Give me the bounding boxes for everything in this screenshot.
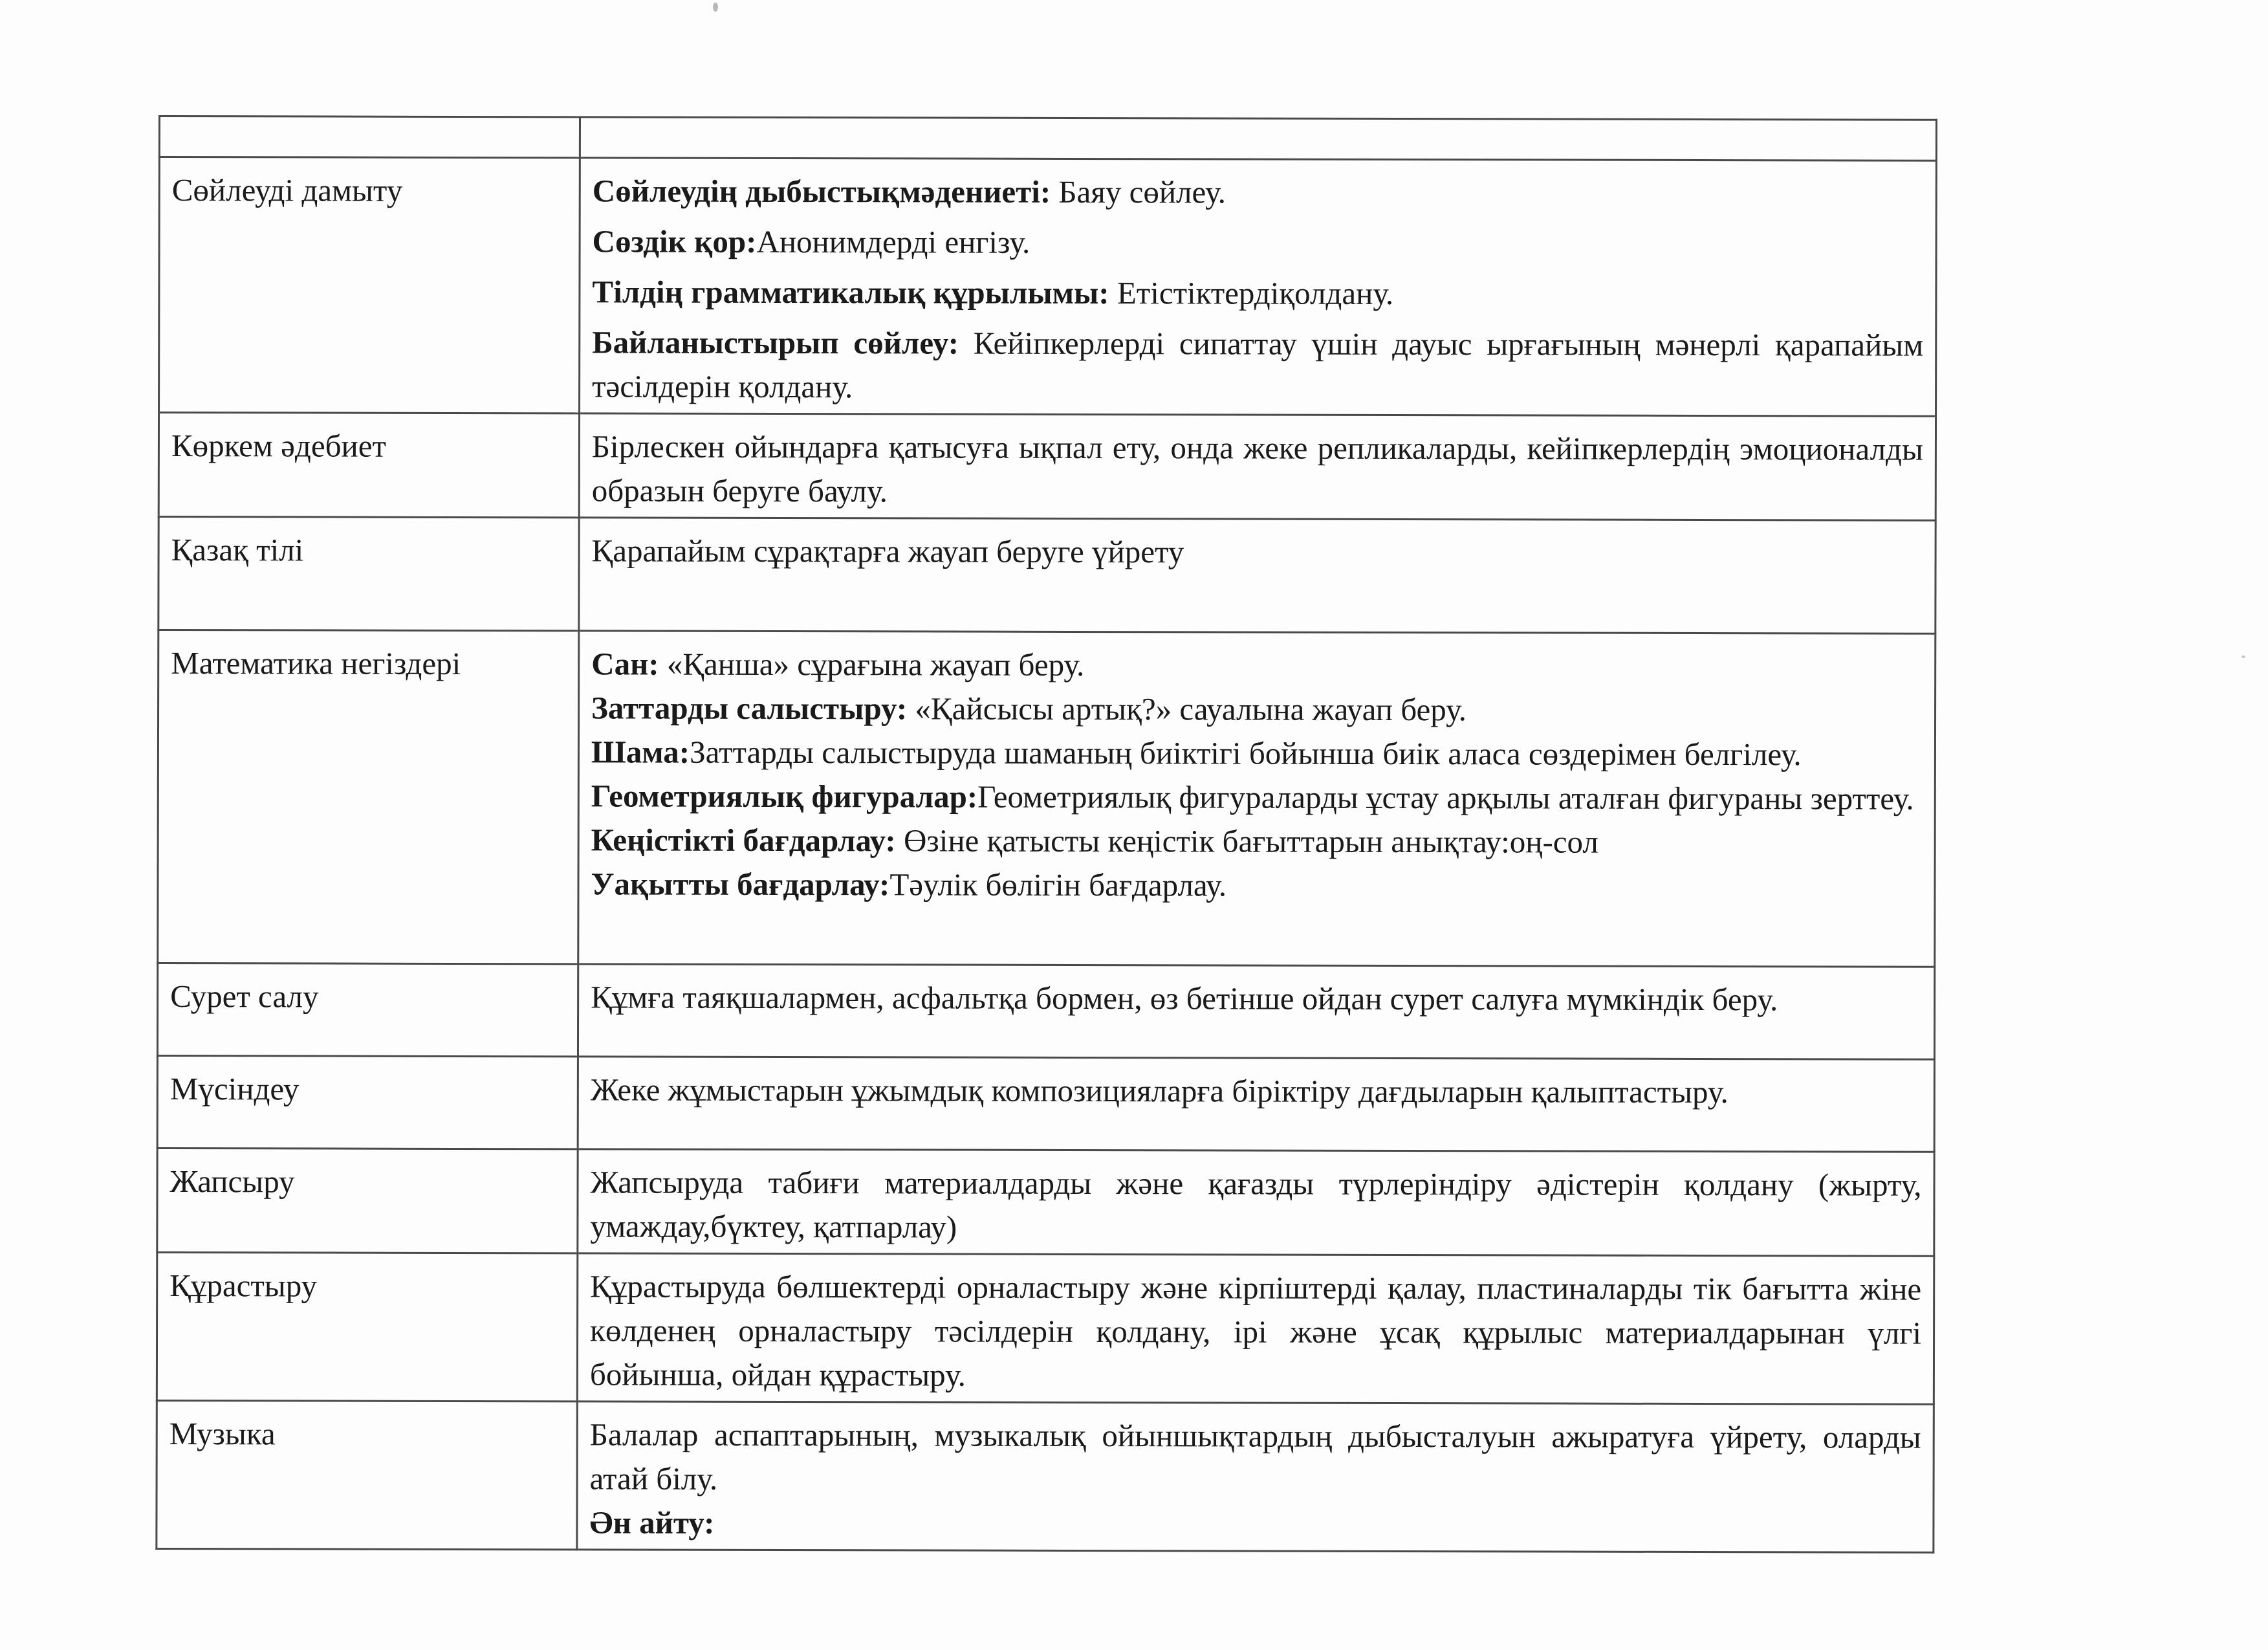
line-text: Етістіктердіқолдану.	[1109, 275, 1394, 311]
curriculum-table	[155, 115, 1937, 1554]
content-line	[591, 686, 1923, 732]
content-text: Қарапайым сұрақтарға жауап беруге үйрету	[591, 533, 1184, 570]
line-text: Заттарды салыстыруда шаманың биіктігі бойынша биік аласа сөздерімен белгілеу.	[690, 734, 1802, 773]
content-cell	[580, 117, 1936, 160]
line-label: Тілдің грамматикалық құрылымы:	[592, 274, 1109, 311]
table-row	[158, 517, 1935, 634]
content-cell	[579, 413, 1935, 520]
subject-cell: Мүсіндеу	[157, 1056, 578, 1149]
line-label: Шама:	[591, 734, 690, 770]
subject-cell: Жапсыру	[157, 1148, 578, 1253]
line-text: Кейіпкерлерді сипаттау үшін дауыс ырғағының мәнерлі қарапайым тәсілдерін қолдану.	[592, 325, 1924, 405]
table-row	[158, 413, 1935, 521]
line-text: Геометриялық фигураларды ұстау арқылы аталған фигураны зерттеу.	[977, 778, 1914, 817]
line-label: Сөйлеудің дыбыстықмәдениеті:	[592, 173, 1051, 210]
content-line	[593, 219, 1924, 266]
line-text: Анонимдерді енгізу.	[756, 223, 1030, 260]
content-text: Құрастыруда бөлшектерді орналастыру және кірпіштерді қалау, пластиналарды тік бағытта жіне көлденең орналастыру тәсілдерін қолдану, ірі және ұсақ құрылыс материалдарынан үлгі бойынша, ойдан құрастыру.	[589, 1268, 1922, 1393]
line-text: Тәулік бөлігін бағдарлау.	[889, 866, 1227, 903]
content-line	[591, 818, 1923, 864]
table-row	[157, 1252, 1934, 1404]
subject-cell: Көркем әдебиет	[158, 413, 579, 518]
line-label: Геометриялық фигуралар:	[591, 778, 978, 815]
subject-cell: Құрастыру	[157, 1252, 577, 1401]
content-line	[592, 320, 1923, 411]
content-cell	[577, 1402, 1934, 1552]
content-cell	[578, 964, 1934, 1059]
table-row	[157, 1400, 1934, 1552]
line-label: Байланыстырып сөйлеу:	[592, 324, 959, 361]
line-label: Уақытты бағдарлау:	[591, 866, 890, 903]
content-cell	[579, 518, 1935, 633]
content-cell	[578, 1057, 1934, 1152]
content-line	[591, 642, 1923, 688]
content-line	[593, 169, 1924, 215]
content-cell	[577, 1253, 1934, 1404]
content-text: Жапсыруда табиғи материалдарды және қағазды түрлеріндіру әдістерін қолдану (жырту, умаждау,бүктеу, қатпарлау)	[590, 1164, 1922, 1245]
line-text: «Қанша» сұрағына жауап беру.	[659, 646, 1085, 683]
table-row	[157, 1148, 1934, 1256]
content-line	[591, 774, 1923, 820]
content-text: Бірлескен ойындарға қатысуға ықпал ету, онда жеке репликаларды, кейіпкерлердің эмоционалды образын беруге баулу.	[591, 428, 1923, 509]
line-text: «Қайсысы артық?» сауалына жауап беру.	[907, 690, 1467, 728]
subject-cell: Қазақ тілі	[158, 517, 579, 631]
content-line	[592, 270, 1923, 316]
line-label: Заттарды салыстыру:	[591, 690, 908, 727]
content-cell	[578, 1149, 1934, 1256]
subject-cell: Сурет салу	[157, 963, 578, 1057]
line-label: Кеңістікті бағдарлау:	[591, 822, 896, 859]
scan-speck	[2241, 655, 2245, 658]
subject-cell	[159, 116, 580, 158]
line-text: Баяу сөйлеу.	[1051, 173, 1226, 210]
line-label: Сан:	[591, 646, 659, 682]
content-text: Жеке жұмыстарын ұжымдық композицияларға біріктіру дағдыларын қалыптастыру.	[590, 1072, 1728, 1110]
line-label: Сөздік қор:	[592, 223, 757, 259]
content-text: Балалар аспаптарының, музыкалық ойыншықтардың дыбысталуын ажыратуға үйрету, оларды атай білу.	[589, 1416, 1921, 1497]
line-text: Өзіне қатысты кеңістік бағыттарын анықтау:оң-сол	[895, 822, 1598, 860]
table-row	[157, 1056, 1934, 1152]
subject-cell: Музыка	[157, 1400, 577, 1549]
table-row	[157, 963, 1934, 1060]
subject-cell: Сөйлеуді дамыту	[159, 157, 580, 413]
content-cell	[578, 631, 1935, 967]
content-line	[591, 730, 1923, 776]
line-label: Ән айту:	[589, 1504, 715, 1541]
scan-speck	[713, 3, 718, 12]
content-line	[589, 1501, 1921, 1547]
content-text: Құмға таяқшалармен, асфальтқа бормен, өз бетінше ойдан сурет салуға мүмкіндік беру.	[591, 979, 1778, 1018]
table-row	[158, 630, 1935, 967]
table-row-empty	[159, 116, 1936, 161]
content-cell	[580, 158, 1937, 416]
table-row	[159, 157, 1937, 417]
subject-cell: Математика негіздері	[158, 630, 579, 964]
content-line	[591, 862, 1922, 908]
